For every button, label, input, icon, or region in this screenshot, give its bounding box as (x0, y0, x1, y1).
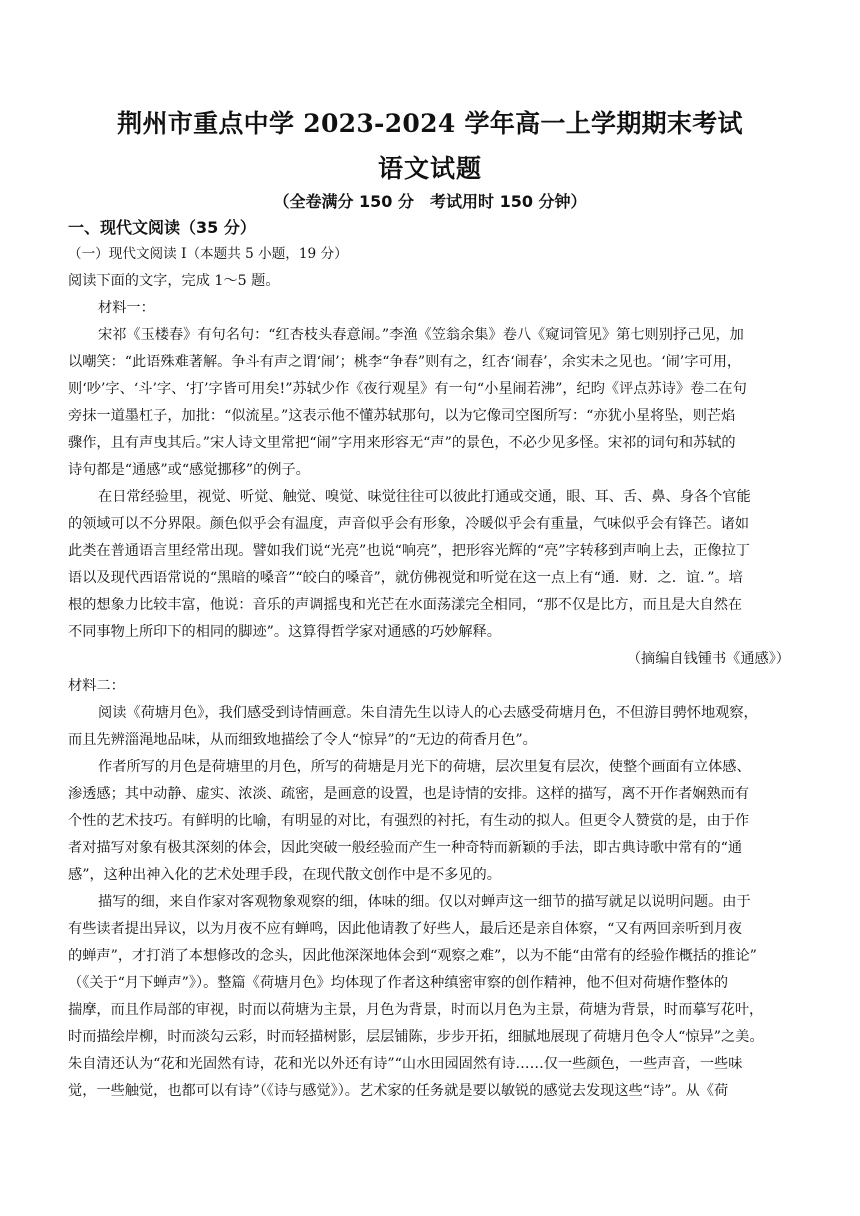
text-line: 渗透感；其中动静、虚实、浓淡、疏密，是画意的设置，也是诗情的安排。这样的描写，离不开作者娴熟而有 (68, 786, 750, 802)
instruction: 阅读下面的文字，完成 1～5 题。 (68, 273, 280, 289)
text-line: 的蝉声”，才打消了本想修改的念头，因此他深深地体会到“观察之难”，以为不能“由常有的经验作概括的推论” (68, 948, 757, 964)
text-line: 感”，这种出神入化的艺术处理手段，在现代散文创作中是不多见的。 (68, 867, 501, 883)
text-line: 旁抹一道墨杠子，加批：“似流星。”这表示他不懂苏轼那句，以为它像司空图所写：“亦犹小星将坠，则芒焰 (68, 408, 736, 424)
question-block (68, 241, 794, 1105)
material1-label: 材料一： (98, 300, 155, 316)
text-line: 不同事物上所印下的相同的脚迹”。这算得哲学家对通感的巧妙解释。 (68, 624, 501, 640)
exam-title: 荆州市重点中学 2023-2024 学年高一上学期期末考试 (117, 109, 743, 138)
text-line: 觉，一些触觉，也都可以有诗”（《诗与感觉》）。艺术家的任务就是要以敏锐的感觉去发现这些“诗”。从《荷 (68, 1083, 729, 1099)
text-line: 宋祁《玉楼春》有句名句：“红杏枝头春意闹。”李渔《笠翁余集》卷八《窥词管见》第七则别抒己见，加 (98, 327, 744, 343)
text-line: （《关于“月下蝉声”》）。整篇《荷塘月色》均体现了作者这种缜密审察的创作精神，他不但对荷塘作整体的 (68, 975, 729, 991)
text-line: 阅读《荷塘月色》，我们感受到诗情画意。朱自清先生以诗人的心去感受荷塘月色，不但游目骋怀地观察， (98, 705, 758, 721)
subject-title: 语文试题 (377, 154, 482, 183)
material2-label: 材料二： (68, 678, 125, 694)
text-line: 语以及现代西语常说的“黑暗的嗓音”“皎白的嗓音”，就仿佛视觉和听觉在这一点上有“通．财．之．谊．”。培 (68, 570, 743, 586)
section-heading: 一、现代文阅读（35 分） (68, 218, 256, 237)
text-line: 以嘲笑：“此语殊难著解。争斗有声之谓‘闹’；桃李“争春”则有之，红杏‘闹春’，余实未之见也。‘闹’字可用， (68, 354, 742, 370)
text-line: 的领域可以不分界限。颜色似乎会有温度，声音似乎会有形象，冷暖似乎会有重量，气味似乎会有锋芒。诸如 (68, 516, 750, 532)
text-line: 揣摩，而且作局部的审视，时而以荷塘为主景，月色为背景，时而以月色为主景，荷塘为背景，时而摹写花叶， (68, 1002, 764, 1018)
material1-source: （摘编自钱锺书《通感》） (626, 651, 790, 667)
material2-text (68, 700, 794, 1105)
text-line: 描写的细，来自作家对客观物象观察的细，体味的细。仅以对蝉声这一细节的描写就足以说明问题。由于 (98, 894, 751, 910)
text-line: 作者所写的月色是荷塘里的月色，所写的荷塘是月光下的荷塘，层次里复有层次，使整个画面有立体感、 (98, 759, 751, 775)
text-line: 诗句都是“通感”或“感觉挪移”的例子。 (68, 462, 310, 478)
text-line: 根的想象力比较丰富，他说：音乐的声调摇曳和光芒在水面荡漾完全相同，“那不仅是比方，而且是大自然在 (68, 597, 743, 613)
text-line: 时而描绘岸柳，时而淡勾云彩，时而轻描树影，层层铺陈，步步开拓，细腻地展现了荷塘月色令人“惊异”之美。 (68, 1029, 764, 1045)
material1-text (68, 322, 794, 646)
text-line: 个性的艺术技巧。有鲜明的比喻，有明显的对比，有强烈的衬托，有生动的拟人。但更令人赞赏的是，由于作 (68, 813, 750, 829)
text-line: 骤作，且有声曳其后。”宋人诗文里常把“闹”字用来形容无“声”的景色，不必少见多怪。宋祁的词句和苏轼的 (68, 435, 736, 451)
sub-heading: （一）现代文阅读 I（本题共 5 小题，19 分） (68, 246, 348, 262)
text-line: 有些读者提出异议，以为月夜不应有蝉鸣，因此他请教了好些人，最后还是亲自体察，“又有两回亲听到月夜 (68, 921, 743, 937)
text-line: 而且先辨淄渑地品味，从而细致地描绘了令人“惊异”的“无边的荷香月色”。 (68, 732, 537, 748)
exam-info: （全卷满分 150 分 考试用时 150 分钟） (273, 192, 587, 211)
text-line: 则‘吵’字、‘斗’字、‘打’字皆可用矣!”苏轼少作《夜行观星》有一句“小星闹若沸”，纪昀《评点苏诗》卷二在句 (68, 381, 747, 397)
text-line: 朱自清还认为“花和光固然有诗，花和光以外还有诗”“山水田园固然有诗……仅一些颜色，一些声音，一些味 (68, 1056, 743, 1072)
text-line: 在日常经验里，视觉、听觉、触觉、嗅觉、味觉往往可以彼此打通或交通，眼、耳、舌、鼻、身各个官能 (98, 489, 751, 505)
text-line: 此类在普通语言里经常出现。譬如我们说“光亮”也说“响亮”，把形容光辉的“亮”字转移到声响上去，正像拉丁 (68, 543, 750, 559)
text-line: 者对描写对象有极其深刻的体会，因此突破一般经验而产生一种奇特而新颖的手法，即古典诗歌中常有的“通 (68, 840, 743, 856)
